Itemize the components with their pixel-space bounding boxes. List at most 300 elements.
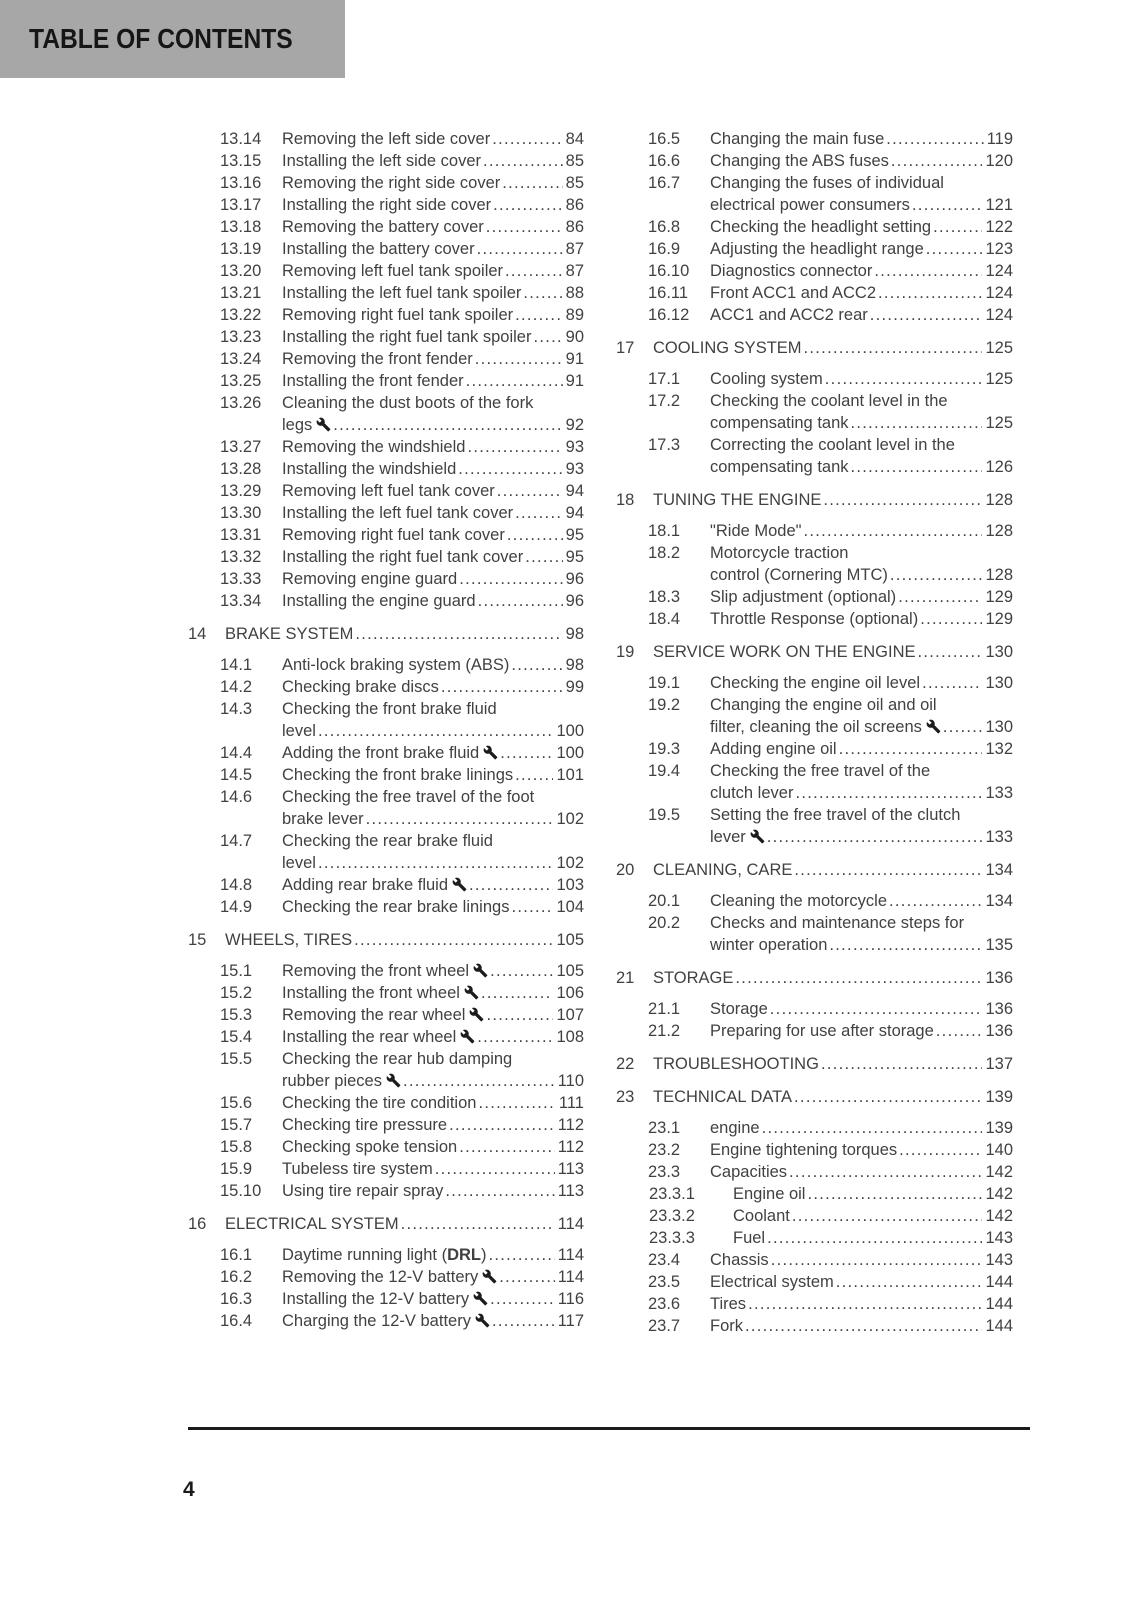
toc-entry-page: 107	[556, 1006, 584, 1024]
toc-entry-title: compensating tank	[710, 458, 849, 476]
toc-entry-row	[188, 238, 584, 260]
toc-entry-row	[616, 304, 1013, 326]
dot-leader	[483, 150, 563, 172]
toc-entry-number: 16.12	[648, 306, 690, 324]
toc-entry-row	[616, 1293, 1013, 1315]
dot-leader	[771, 1249, 983, 1271]
toc-entry-page: 100	[556, 722, 584, 740]
dot-leader	[807, 1183, 982, 1205]
toc-entry-number: 18.1	[648, 522, 681, 540]
toc-entry-number: 16.7	[648, 174, 681, 192]
toc-entry-number: 13.14	[220, 130, 262, 148]
toc-entry-row	[616, 1227, 1013, 1249]
dot-leader	[920, 608, 982, 630]
dot-leader	[318, 852, 554, 874]
toc-entry-title: Using tire repair spray	[282, 1182, 444, 1200]
toc-entry-number: 23.3	[648, 1163, 681, 1181]
dot-leader	[502, 172, 562, 194]
toc-entry-row	[616, 260, 1013, 282]
toc-entry-page: 105	[556, 931, 584, 949]
toc-entry-page: 90	[565, 328, 584, 346]
toc-entry-number: 20.1	[648, 892, 681, 910]
toc-entry-page: 85	[565, 174, 584, 192]
toc-entry-number: 18	[616, 491, 635, 509]
toc-entry-number: 13.32	[220, 548, 262, 566]
toc-entry-row	[188, 1244, 584, 1266]
dot-leader	[874, 260, 982, 282]
toc-column-left	[188, 128, 584, 1332]
toc-entry-page: 98	[565, 656, 584, 674]
toc-section-row	[188, 623, 584, 645]
toc-section-row	[616, 489, 1013, 511]
toc-entry-row	[188, 982, 584, 1004]
toc-entry-title: "Ride Mode"	[710, 522, 802, 540]
toc-entry-number: 16	[188, 1215, 207, 1233]
toc-entry-page: 86	[565, 218, 584, 236]
dot-leader	[898, 586, 982, 608]
toc-entry-number: 23.7	[648, 1317, 681, 1335]
dot-leader	[499, 1266, 554, 1288]
toc-entry-row	[188, 128, 584, 150]
toc-entry-title: Capacities	[710, 1163, 788, 1181]
toc-entry-number: 14	[188, 625, 207, 643]
toc-entry-page: 139	[985, 1119, 1013, 1137]
dot-leader	[533, 326, 562, 348]
toc-entry-title: compensating tank	[710, 414, 849, 432]
dot-leader	[767, 1227, 982, 1249]
wrench-icon	[452, 877, 467, 892]
toc-entry-page: 128	[985, 566, 1013, 584]
dot-leader	[523, 282, 562, 304]
toc-entry-page: 93	[565, 460, 584, 478]
toc-entry-row	[616, 1205, 1013, 1227]
toc-entry-number: 13.15	[220, 152, 262, 170]
wrench-icon	[460, 1029, 475, 1044]
toc-entry-number: 16.1	[220, 1246, 253, 1264]
toc-entry-row	[188, 654, 584, 676]
dot-leader	[490, 1288, 555, 1310]
toc-entry-title: rubber pieces	[282, 1072, 382, 1090]
toc-entry-title: Removing the 12-V battery	[282, 1268, 479, 1286]
toc-entry-number: 13.31	[220, 526, 262, 544]
toc-entry-row	[188, 524, 584, 546]
toc-entry-title: Installing the engine guard	[282, 592, 476, 610]
toc-entry-row	[188, 698, 584, 742]
toc-entry-page: 92	[565, 416, 584, 434]
toc-entry-row	[616, 150, 1013, 172]
toc-entry-number: 15.4	[220, 1028, 253, 1046]
toc-entry-page: 136	[985, 1000, 1013, 1018]
toc-entry-page: 129	[985, 610, 1013, 628]
dot-leader	[926, 238, 983, 260]
toc-entry-row	[616, 1020, 1013, 1042]
dot-leader	[366, 808, 554, 830]
toc-entry-page: 114	[557, 1268, 584, 1286]
toc-entry-number: 13.23	[220, 328, 262, 346]
toc-entry-title: filter, cleaning the oil screens	[710, 718, 922, 736]
toc-entry-number: 17.1	[648, 370, 681, 388]
toc-entry-page: 100	[556, 744, 584, 762]
toc-entry-title: Installing the left fuel tank spoiler	[282, 284, 522, 302]
toc-entry-number: 14.4	[220, 744, 253, 762]
toc-entry-row	[616, 1315, 1013, 1337]
toc-entry-title: WHEELS, TIRES	[225, 931, 353, 949]
toc-entry-page: 87	[565, 262, 584, 280]
toc-entry-page: 130	[985, 643, 1013, 661]
dot-leader	[748, 1293, 982, 1315]
dot-leader	[318, 720, 554, 742]
toc-entry-title: clutch lever	[710, 784, 794, 802]
toc-entry-row	[188, 546, 584, 568]
toc-entry-title: Fuel	[733, 1229, 766, 1247]
toc-entry-title: Cleaning the motorcycle	[710, 892, 888, 910]
toc-entry-number: 13.16	[220, 174, 262, 192]
toc-entry-title: Preparing for use after storage	[710, 1022, 934, 1040]
toc-entry-number: 17.3	[648, 436, 681, 454]
dot-leader	[792, 1205, 983, 1227]
dot-leader	[489, 1244, 555, 1266]
toc-entry-page: 143	[985, 1229, 1013, 1247]
toc-entry-row	[616, 542, 1013, 586]
toc-entry-title-line1: Checking the free travel of the	[710, 762, 931, 780]
dot-leader	[493, 194, 563, 216]
toc-entry-page: 142	[985, 1163, 1013, 1181]
toc-entry-page: 85	[565, 152, 584, 170]
dot-leader	[333, 414, 562, 436]
toc-entry-row	[616, 1249, 1013, 1271]
dot-leader	[936, 1020, 983, 1042]
toc-entry-row	[188, 896, 584, 918]
toc-entry-number: 14.9	[220, 898, 253, 916]
toc-entry-title: ACC1 and ACC2 rear	[710, 306, 868, 324]
toc-entry-row	[616, 1161, 1013, 1183]
dot-leader	[478, 590, 563, 612]
toc-entry-page: 108	[556, 1028, 584, 1046]
toc-entry-page: 96	[565, 592, 584, 610]
dot-leader	[511, 896, 553, 918]
toc-entry-number: 15.7	[220, 1116, 253, 1134]
toc-entry-title: Installing the front wheel	[282, 984, 460, 1002]
toc-entry-title: Installing the right side cover	[282, 196, 492, 214]
toc-entry-title: Anti-lock braking system (ABS)	[282, 656, 510, 674]
toc-entry-number: 13.27	[220, 438, 262, 456]
toc-entry-number: 22	[616, 1055, 635, 1073]
toc-entry-page: 129	[985, 588, 1013, 606]
toc-entry-title: control (Cornering MTC)	[710, 566, 888, 584]
wrench-icon	[475, 1313, 490, 1328]
toc-section-row	[616, 859, 1013, 881]
dot-leader	[745, 1315, 982, 1337]
dot-leader	[401, 1213, 555, 1235]
toc-entry-page: 134	[985, 861, 1013, 879]
toc-entry-row	[616, 520, 1013, 542]
dot-leader	[889, 890, 982, 912]
dot-leader	[492, 128, 562, 150]
toc-entry-row	[616, 282, 1013, 304]
toc-entry-title-line1: Checking the free travel of the foot	[282, 788, 535, 806]
dot-leader	[505, 260, 563, 282]
dot-leader	[466, 370, 563, 392]
dot-leader	[458, 458, 562, 480]
toc-entry-title-line1: Checking the rear brake fluid	[282, 832, 493, 850]
toc-entry-title: Tires	[710, 1295, 747, 1313]
dot-leader	[515, 764, 553, 786]
toc-entry-page: 124	[985, 284, 1013, 302]
toc-entry-title: Tubeless tire system	[282, 1160, 433, 1178]
wrench-icon	[483, 745, 498, 760]
toc-entry-title: Engine oil	[733, 1185, 806, 1203]
toc-entry-page: 96	[565, 570, 584, 588]
toc-entry-page: 132	[985, 740, 1013, 758]
dot-leader	[823, 489, 982, 511]
toc-entry-row	[188, 370, 584, 392]
dot-leader	[829, 934, 982, 956]
dot-leader	[770, 998, 983, 1020]
dot-leader	[515, 502, 563, 524]
toc-entry-page: 89	[565, 306, 584, 324]
toc-entry-number: 19.3	[648, 740, 681, 758]
toc-entry-number: 23.2	[648, 1141, 681, 1159]
toc-entry-title-after: )	[481, 1246, 487, 1264]
toc-entry-title-line1: Changing the engine oil and oil	[710, 696, 937, 714]
toc-entry-page: 142	[985, 1207, 1013, 1225]
toc-entry-row	[188, 590, 584, 612]
toc-entry-page: 116	[557, 1290, 584, 1308]
toc-entry-number: 21.1	[648, 1000, 681, 1018]
dot-leader	[886, 128, 983, 150]
toc-entry-row	[188, 348, 584, 370]
toc-entry-page: 125	[985, 370, 1013, 388]
dot-leader	[469, 874, 553, 896]
toc-entry-number: 13.29	[220, 482, 262, 500]
toc-entry-row	[188, 1092, 584, 1114]
dot-leader	[441, 676, 563, 698]
dot-leader	[354, 929, 553, 951]
toc-entry-row	[188, 216, 584, 238]
toc-entry-number: 15.10	[220, 1182, 262, 1200]
toc-entry-row	[188, 304, 584, 326]
dot-leader	[475, 348, 563, 370]
toc-entry-number: 23.3.3	[649, 1229, 695, 1247]
toc-entry-title: Checking the engine oil level	[710, 674, 921, 692]
toc-entry-number: 21.2	[648, 1022, 681, 1040]
wrench-icon	[473, 963, 488, 978]
toc-entry-row	[616, 804, 1013, 848]
dot-leader	[922, 672, 982, 694]
toc-section-row	[616, 337, 1013, 359]
toc-entry-title: Adjusting the headlight range	[710, 240, 924, 258]
toc-entry-row	[188, 1180, 584, 1202]
toc-entry-number: 15.1	[220, 962, 253, 980]
wrench-icon	[750, 829, 765, 844]
toc-entry-row	[188, 326, 584, 348]
toc-section-row	[616, 1053, 1013, 1075]
toc-entry-page: 126	[985, 458, 1013, 476]
toc-entry-title: Changing the ABS fuses	[710, 152, 889, 170]
toc-entry-page: 128	[985, 491, 1013, 509]
toc-entry-title-line1: Motorcycle traction	[710, 544, 849, 562]
toc-entry-page: 95	[565, 548, 584, 566]
toc-entry-title: Chassis	[710, 1251, 769, 1269]
toc-entry-title-bold: DRL	[447, 1246, 481, 1264]
toc-entry-row	[188, 458, 584, 480]
toc-column-right	[616, 128, 1013, 1337]
toc-entry-row	[616, 694, 1013, 738]
toc-entry-page: 124	[985, 306, 1013, 324]
toc-entry-page: 86	[565, 196, 584, 214]
toc-entry-page: 106	[556, 984, 584, 1002]
toc-entry-page: 136	[985, 969, 1013, 987]
toc-entry-row	[616, 760, 1013, 804]
toc-entry-number: 13.17	[220, 196, 262, 214]
toc-entry-row	[188, 764, 584, 786]
toc-entry-number: 15.8	[220, 1138, 253, 1156]
toc-entry-title: Charging the 12-V battery	[282, 1312, 471, 1330]
toc-entry-row	[188, 786, 584, 830]
wrench-icon	[926, 719, 941, 734]
toc-entry-number: 16.5	[648, 130, 681, 148]
toc-entry-page: 104	[556, 898, 584, 916]
toc-entry-row	[616, 368, 1013, 390]
toc-section-row	[188, 1213, 584, 1235]
toc-entry-page: 113	[557, 1160, 584, 1178]
toc-entry-row	[616, 390, 1013, 434]
toc-entry-row	[616, 238, 1013, 260]
dot-leader	[477, 238, 563, 260]
dot-leader	[445, 1180, 554, 1202]
toc-entry-number: 14.3	[220, 700, 253, 718]
dot-leader	[435, 1158, 555, 1180]
toc-entry-title-line1: Cleaning the dust boots of the fork	[282, 394, 534, 412]
toc-entry-number: 14.6	[220, 788, 253, 806]
toc-entry-page: 137	[985, 1055, 1013, 1073]
toc-entry-title: Checking the front brake linings	[282, 766, 514, 784]
toc-entry-title: ELECTRICAL SYSTEM	[225, 1215, 399, 1233]
toc-entry-title: TUNING THE ENGINE	[653, 491, 822, 509]
toc-entry-number: 16.9	[648, 240, 681, 258]
toc-entry-number: 15	[188, 931, 207, 949]
toc-entry-row	[188, 1266, 584, 1288]
toc-entry-page: 125	[985, 414, 1013, 432]
footer-rule	[188, 1427, 1030, 1430]
toc-entry-number: 13.22	[220, 306, 262, 324]
toc-entry-page: 124	[985, 262, 1013, 280]
toc-entry-row	[188, 1004, 584, 1026]
toc-entry-title: Installing the battery cover	[282, 240, 475, 258]
dot-leader	[839, 738, 983, 760]
toc-entry-title: winter operation	[710, 936, 828, 954]
toc-entry-title: CLEANING, CARE	[653, 861, 793, 879]
toc-entry-title: lever	[710, 828, 746, 846]
toc-entry-page: 112	[557, 1116, 584, 1134]
toc-entry-row	[616, 1139, 1013, 1161]
dot-leader	[486, 216, 563, 238]
toc-entry-number: 19.5	[648, 806, 681, 824]
toc-entry-title: Installing the windshield	[282, 460, 457, 478]
dot-leader	[481, 982, 554, 1004]
toc-entry-number: 19.4	[648, 762, 681, 780]
toc-entry-row	[188, 172, 584, 194]
toc-entry-title: Installing the right fuel tank cover	[282, 548, 524, 566]
toc-entry-number: 13.34	[220, 592, 262, 610]
toc-entry-number: 13.21	[220, 284, 262, 302]
toc-entry-number: 14.1	[220, 656, 253, 674]
dot-leader	[497, 480, 563, 502]
toc-entry-row	[188, 676, 584, 698]
toc-entry-number: 23.6	[648, 1295, 681, 1313]
toc-entry-page: 113	[557, 1182, 584, 1200]
toc-entry-title: Checking brake discs	[282, 678, 439, 696]
toc-entry-title: Checking the rear brake linings	[282, 898, 510, 916]
toc-entry-page: 111	[558, 1094, 584, 1112]
toc-entry-title: Installing the rear wheel	[282, 1028, 457, 1046]
toc-entry-row	[188, 260, 584, 282]
toc-entry-number: 21	[616, 969, 635, 987]
toc-entry-number: 15.5	[220, 1050, 253, 1068]
toc-entry-page: 119	[986, 130, 1013, 148]
toc-entry-row	[188, 502, 584, 524]
toc-entry-title: Removing left fuel tank cover	[282, 482, 495, 500]
toc-entry-title-line1: Checking the rear hub damping	[282, 1050, 513, 1068]
toc-entry-title: Removing left fuel tank spoiler	[282, 262, 504, 280]
dot-leader	[486, 1004, 553, 1026]
toc-entry-page: 144	[985, 1273, 1013, 1291]
toc-entry-row	[616, 672, 1013, 694]
toc-entry-title: Adding rear brake fluid	[282, 876, 449, 894]
toc-entry-page: 122	[985, 218, 1013, 236]
toc-entry-row	[616, 608, 1013, 630]
wrench-icon	[316, 417, 331, 432]
toc-entry-title: engine	[710, 1119, 760, 1137]
dot-leader	[403, 1070, 555, 1092]
toc-entry-page: 121	[985, 196, 1013, 214]
toc-entry-number: 13.24	[220, 350, 262, 368]
dot-leader	[825, 368, 983, 390]
toc-entry-number: 23.3.1	[649, 1185, 695, 1203]
page-header	[0, 0, 345, 78]
toc-entry-number: 16.4	[220, 1312, 253, 1330]
toc-entry-page: 128	[985, 522, 1013, 540]
toc-entry-row	[188, 194, 584, 216]
dot-leader	[943, 716, 983, 738]
toc-entry-title: Adding engine oil	[710, 740, 837, 758]
toc-entry-title: Engine tightening torques	[710, 1141, 898, 1159]
toc-entry-title: Installing the front fender	[282, 372, 464, 390]
toc-entry-title-line1: Setting the free travel of the clutch	[710, 806, 961, 824]
dot-leader	[918, 641, 983, 663]
toc-entry-title: Daytime running light (	[282, 1246, 448, 1264]
toc-entry-title: Diagnostics connector	[710, 262, 873, 280]
toc-entry-number: 20	[616, 861, 635, 879]
toc-entry-number: 18.2	[648, 544, 681, 562]
toc-entry-page: 93	[565, 438, 584, 456]
toc-entry-page: 143	[985, 1251, 1013, 1269]
toc-entry-number: 19.1	[648, 674, 681, 692]
toc-entry-number: 13.18	[220, 218, 262, 236]
toc-entry-title: Coolant	[733, 1207, 790, 1225]
dot-leader	[912, 194, 983, 216]
toc-entry-title: Checking the headlight setting	[710, 218, 932, 236]
dot-leader	[477, 1026, 553, 1048]
dot-leader	[794, 859, 982, 881]
toc-entry-row	[616, 912, 1013, 956]
toc-entry-row	[188, 742, 584, 764]
toc-entry-number: 23.4	[648, 1251, 681, 1269]
toc-entry-title: Removing the battery cover	[282, 218, 484, 236]
toc-entry-row	[616, 1183, 1013, 1205]
dot-leader	[789, 1161, 982, 1183]
toc-entry-row	[616, 434, 1013, 478]
